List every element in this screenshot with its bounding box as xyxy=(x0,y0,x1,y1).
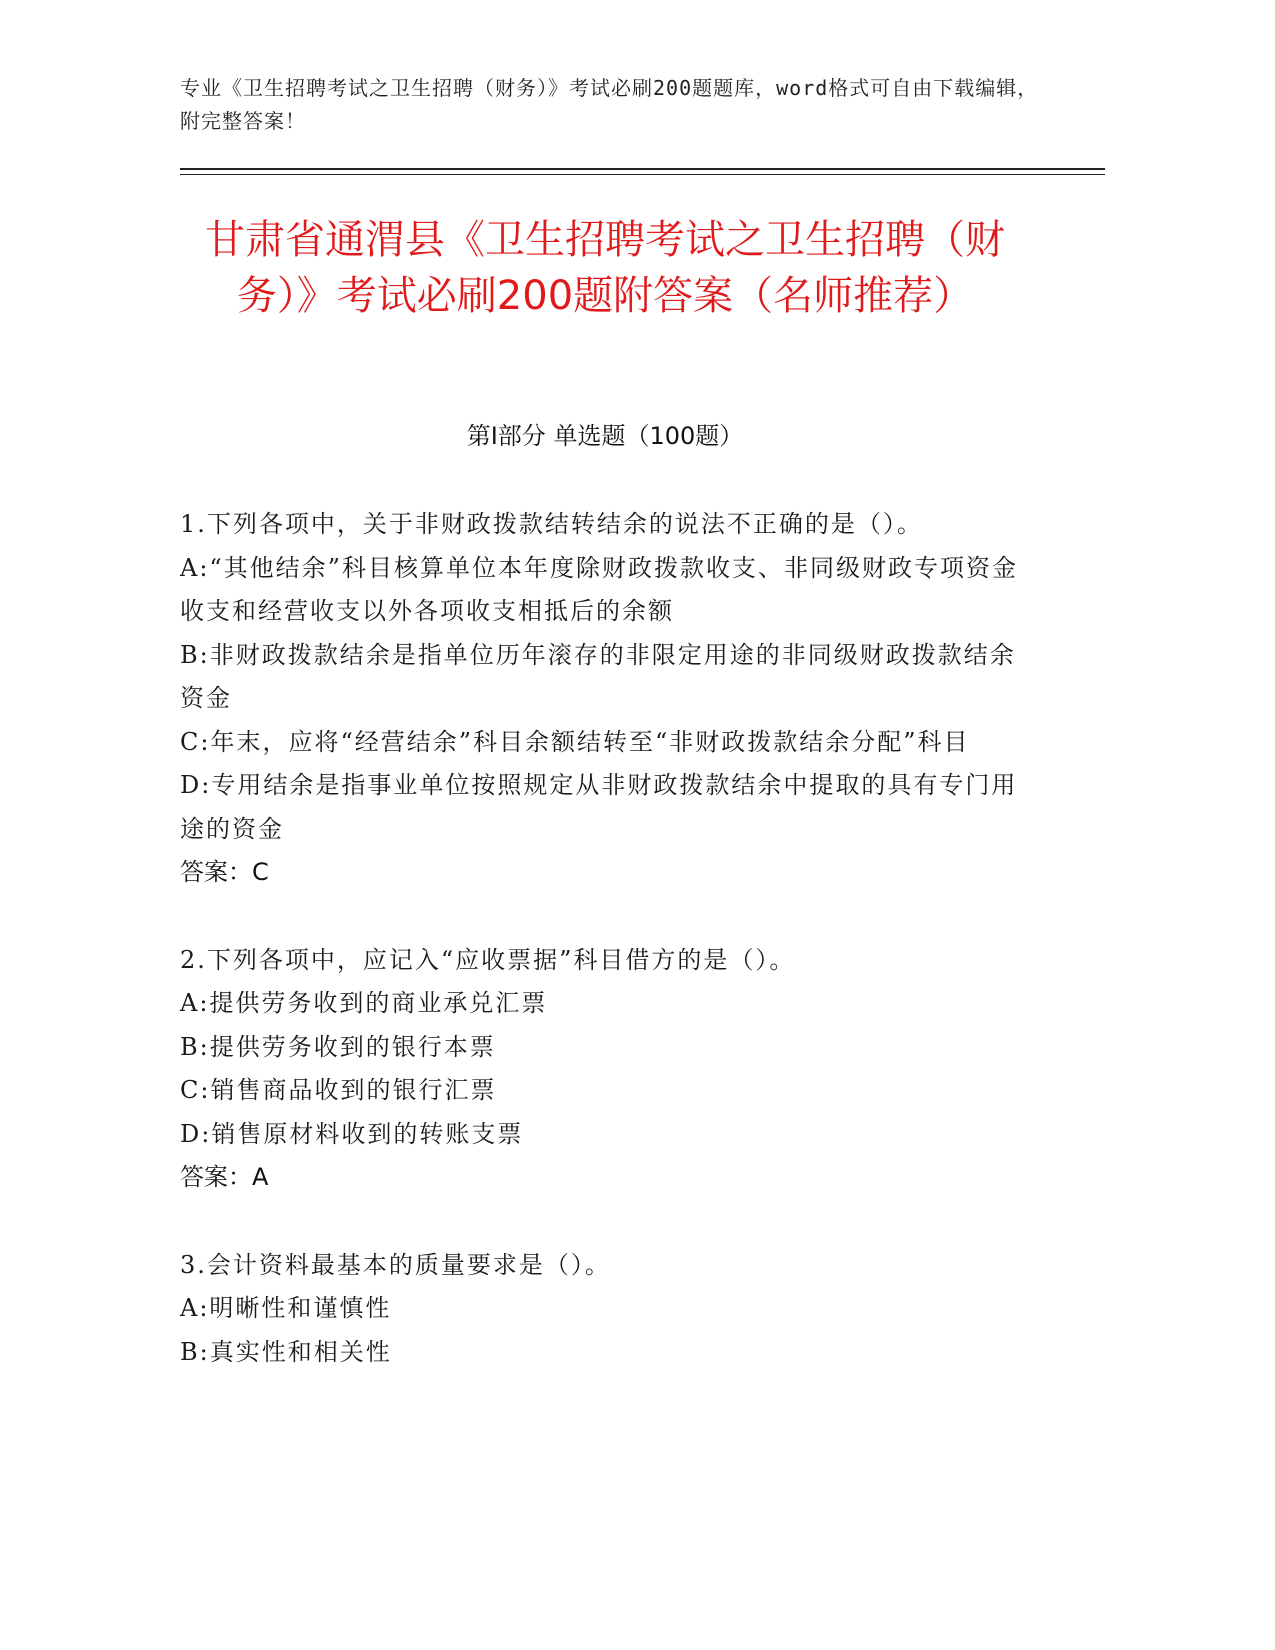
question-stem: 1.下列各项中，关于非财政拨款结转结余的说法不正确的是（）。 xyxy=(180,510,923,538)
option-c: C:销售商品收到的银行汇票 xyxy=(180,1076,497,1104)
option-d: D:专用结余是指事业单位按照规定从非财政拨款结余中提取的具有专门用途的资金 xyxy=(180,771,1018,843)
option-c: C:年末，应将“经营结余”科目余额结转至“非财政拨款结余分配”科目 xyxy=(180,727,970,756)
option-b: B:真实性和相关性 xyxy=(180,1337,392,1366)
header-divider-thick xyxy=(180,168,1105,170)
question-list xyxy=(180,503,1040,1418)
option-b: B:提供劳务收到的银行本票 xyxy=(180,1032,496,1061)
option-d: D:销售原材料收到的转账支票 xyxy=(180,1119,524,1148)
option-a: A:明晰性和谨慎性 xyxy=(180,1294,392,1322)
option-b: B:非财政拨款结余是指单位历年滚存的非限定用途的非同级财政拨款结余资金 xyxy=(180,640,1016,712)
question-2 xyxy=(180,939,1040,1200)
document-title: 甘肃省通渭县《卫生招聘考试之卫生招聘（财务）》考试必刷200题附答案（名师推荐） xyxy=(205,217,1005,319)
option-a: A:提供劳务收到的商业承兑汇票 xyxy=(180,989,548,1017)
option-a: A:“其他结余”科目核算单位本年度除财政拨款收支、非同级财政专项资金收支和经营收支以外各项收支相抵后的余额 xyxy=(180,553,1018,625)
section-title: 第Ⅰ部分 单选题（100题） xyxy=(466,422,744,450)
header-note: 专业《卫生招聘考试之卫生招聘（财务）》考试必刷200题题库，word格式可自由下载编辑，附完整答案！ xyxy=(180,76,1039,133)
header-divider-thin xyxy=(180,174,1105,175)
question-stem: 2.下列各项中，应记入“应收票据”科目借方的是（）。 xyxy=(180,945,796,974)
question-stem: 3.会计资料最基本的质量要求是（）。 xyxy=(180,1250,611,1279)
question-1 xyxy=(180,503,1040,895)
answer: 答案：C xyxy=(180,858,269,886)
answer: 答案：A xyxy=(180,1163,269,1191)
question-3 xyxy=(180,1244,1040,1375)
